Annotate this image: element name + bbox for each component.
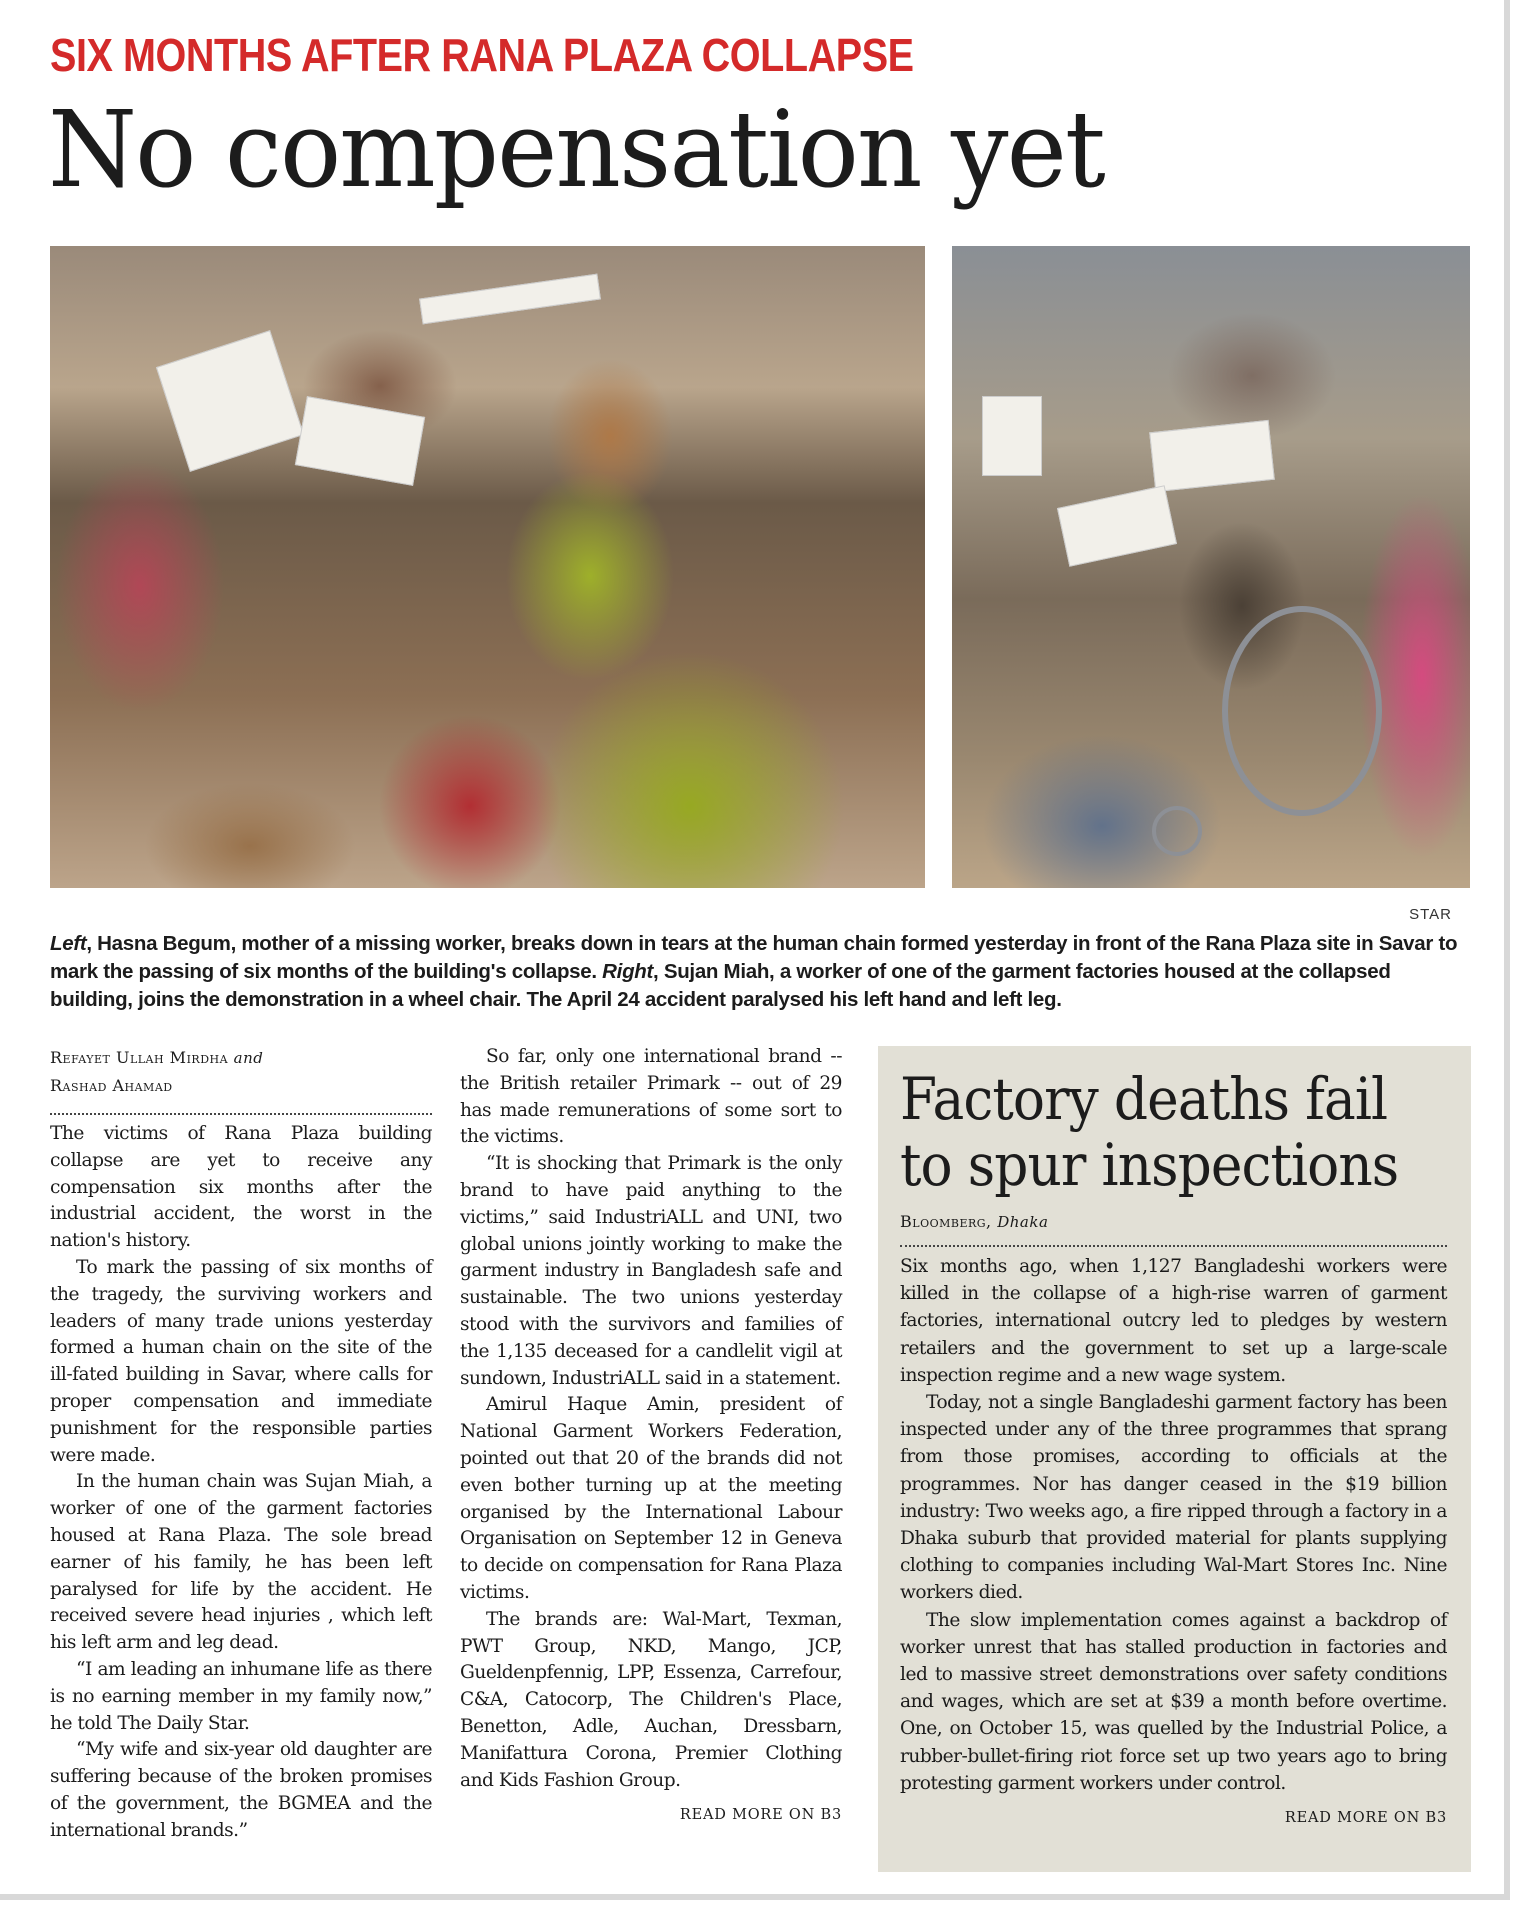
photo-left-hasna-begum [50,246,925,888]
caption-left-label: Left [50,932,87,955]
paragraph: “I am leading an inhumane life as there is no earning member in my family now,” he told The Daily Star. [50,1658,432,1734]
byline-and: and [233,1049,264,1067]
read-more-link[interactable]: READ MORE ON B3 [1284,1810,1447,1827]
sidebar-byline [900,1212,1447,1231]
paragraph: Amirul Haque Amin, president of National Garment Workers Federation, pointed out that 20 of the brands did not even bother turning up at the meeting organised by the International Labour Organisation on September 12 in Geneva to decide on compensation for Rana Plaza victims. [460,1394,842,1603]
paragraph: “My wife and six-year old daughter are suffering because of the broken promises of the government, the BGMEA and the international brands.” [50,1739,432,1841]
protest-placard [1057,485,1177,567]
paragraph: The slow implementation comes against a backdrop of worker unrest that has stalled production in factories and led to massive street demonstrations over safety conditions and wages, which are set at $39 a month before overtime. One, on October 15, was quelled by the Industrial Police, a rubber-bullet-firing riot force set up two years ago to bring protesting garment workers under control. [900,1609,1447,1794]
wheelchair-wheel [1222,606,1382,816]
sidebar-headline-line-1: Factory deaths fail [900,1065,1388,1133]
caption-left-text: , Hasna Begum, mother of a missing worker, breaks down in tears at the human chain formed yesterday in front of the Rana Plaza site in Savar to mark the passing of six months of the building's collapse. [50,932,1458,983]
caption-right-text: , Sujan Miah, a worker of one of the garment factories housed at the collapsed building, joins the demonstration in a wheel chair. The April 24 accident paralysed his left hand and left leg. [50,960,1391,1011]
sidebar-headline [900,1066,1403,1198]
byline-place: Dhaka [997,1213,1049,1231]
paragraph: Six months ago, when 1,127 Bangladeshi workers were killed in the collapse of a high-rise warren of garment factories, international outcry led to pledges by western retailers and the government to set up a large-scale inspection regime and a new wage system. [900,1256,1447,1386]
paper-sign [419,274,601,325]
read-more-link[interactable]: READ MORE ON B3 [679,1807,842,1824]
kicker: SIX MONTHS AFTER RANA PLAZA COLLAPSE [50,29,914,81]
photo-caption [50,930,1470,1014]
main-story-column-1 [50,1044,432,1845]
protest-sign [982,396,1042,476]
photo-credit: STAR [1409,906,1452,923]
byline-author-1: Refayet Ullah Mirdha [50,1048,229,1067]
paragraph: So far, only one international brand -- the British retailer Primark -- out of 29 has made remunerations of some sort to the victims. [460,1046,842,1148]
paragraph: The brands are: Wal-Mart, Texman, PWT Group, NKD, Mango, JCP, Gueldenpfennig, LPP, Essenza, Carrefour, C&A, Catocorp, The Children's Place, Benetton, Adle, Auchan, Dressbarn, Manifattura Corona, Premier Clothing and Kids Fashion Group. [460,1608,842,1791]
sidebar-story-box [878,1046,1471,1872]
paragraph: “It is shocking that Primark is the only brand to have paid anything to the victims,” said IndustriALL and UNI, two global unions jointly working to make the garment industry in Bangladesh safe and sustainable. The two unions yesterday stood with the survivors and families of the 1,135 deceased for a candlelit vigil at sundown, IndustriALL said in a statement. [460,1153,842,1389]
dotted-rule [50,1113,432,1115]
sidebar-headline-line-2: to spur inspections [900,1131,1399,1199]
wheelchair-caster [1152,806,1202,856]
dotted-rule [900,1245,1447,1247]
paragraph: Today, not a single Bangladeshi garment factory has been inspected under any of the three programmes that sprang from those promises, according to officials at the programmes. Nor has danger ceased in the $19 billion industry: Two weeks ago, a fire ripped through a factory in a Dhaka suburb that provided material for plants supplying clothing to companies including Wal-Mart Stores Inc. Nine workers died. [900,1392,1447,1604]
main-story-column-2 [460,1044,842,1829]
paragraph: The victims of Rana Plaza building collapse are yet to receive any compensation six months after the industrial accident, the worst in the nation's history. [50,1123,432,1252]
paragraph: In the human chain was Sujan Miah, a worker of one of the garment factories housed at Rana Plaza. The sole bread earner of his family, he has been left paralysed for life by the accident. He received severe head injuries , which left his left arm and leg dead. [50,1471,432,1654]
caption-right-label: Right [602,960,654,983]
portrait-placard [156,330,304,472]
headline: No compensation yet [48,88,1104,211]
paper-placard [295,396,425,486]
main-byline [50,1044,432,1099]
byline-source: Bloomberg, [900,1212,992,1231]
byline-author-2: Rashad Ahamad [50,1076,173,1095]
sidebar-body [900,1253,1447,1832]
photo-right-sujan-miah [952,246,1470,888]
we-want-placard [1149,420,1275,492]
paragraph: To mark the passing of six months of the tragedy, the surviving workers and leaders of many trade unions yesterday formed a human chain on the site of the ill-fated building in Savar, where calls for proper compensation and immediate punishment for the responsible parties were made. [50,1256,432,1466]
